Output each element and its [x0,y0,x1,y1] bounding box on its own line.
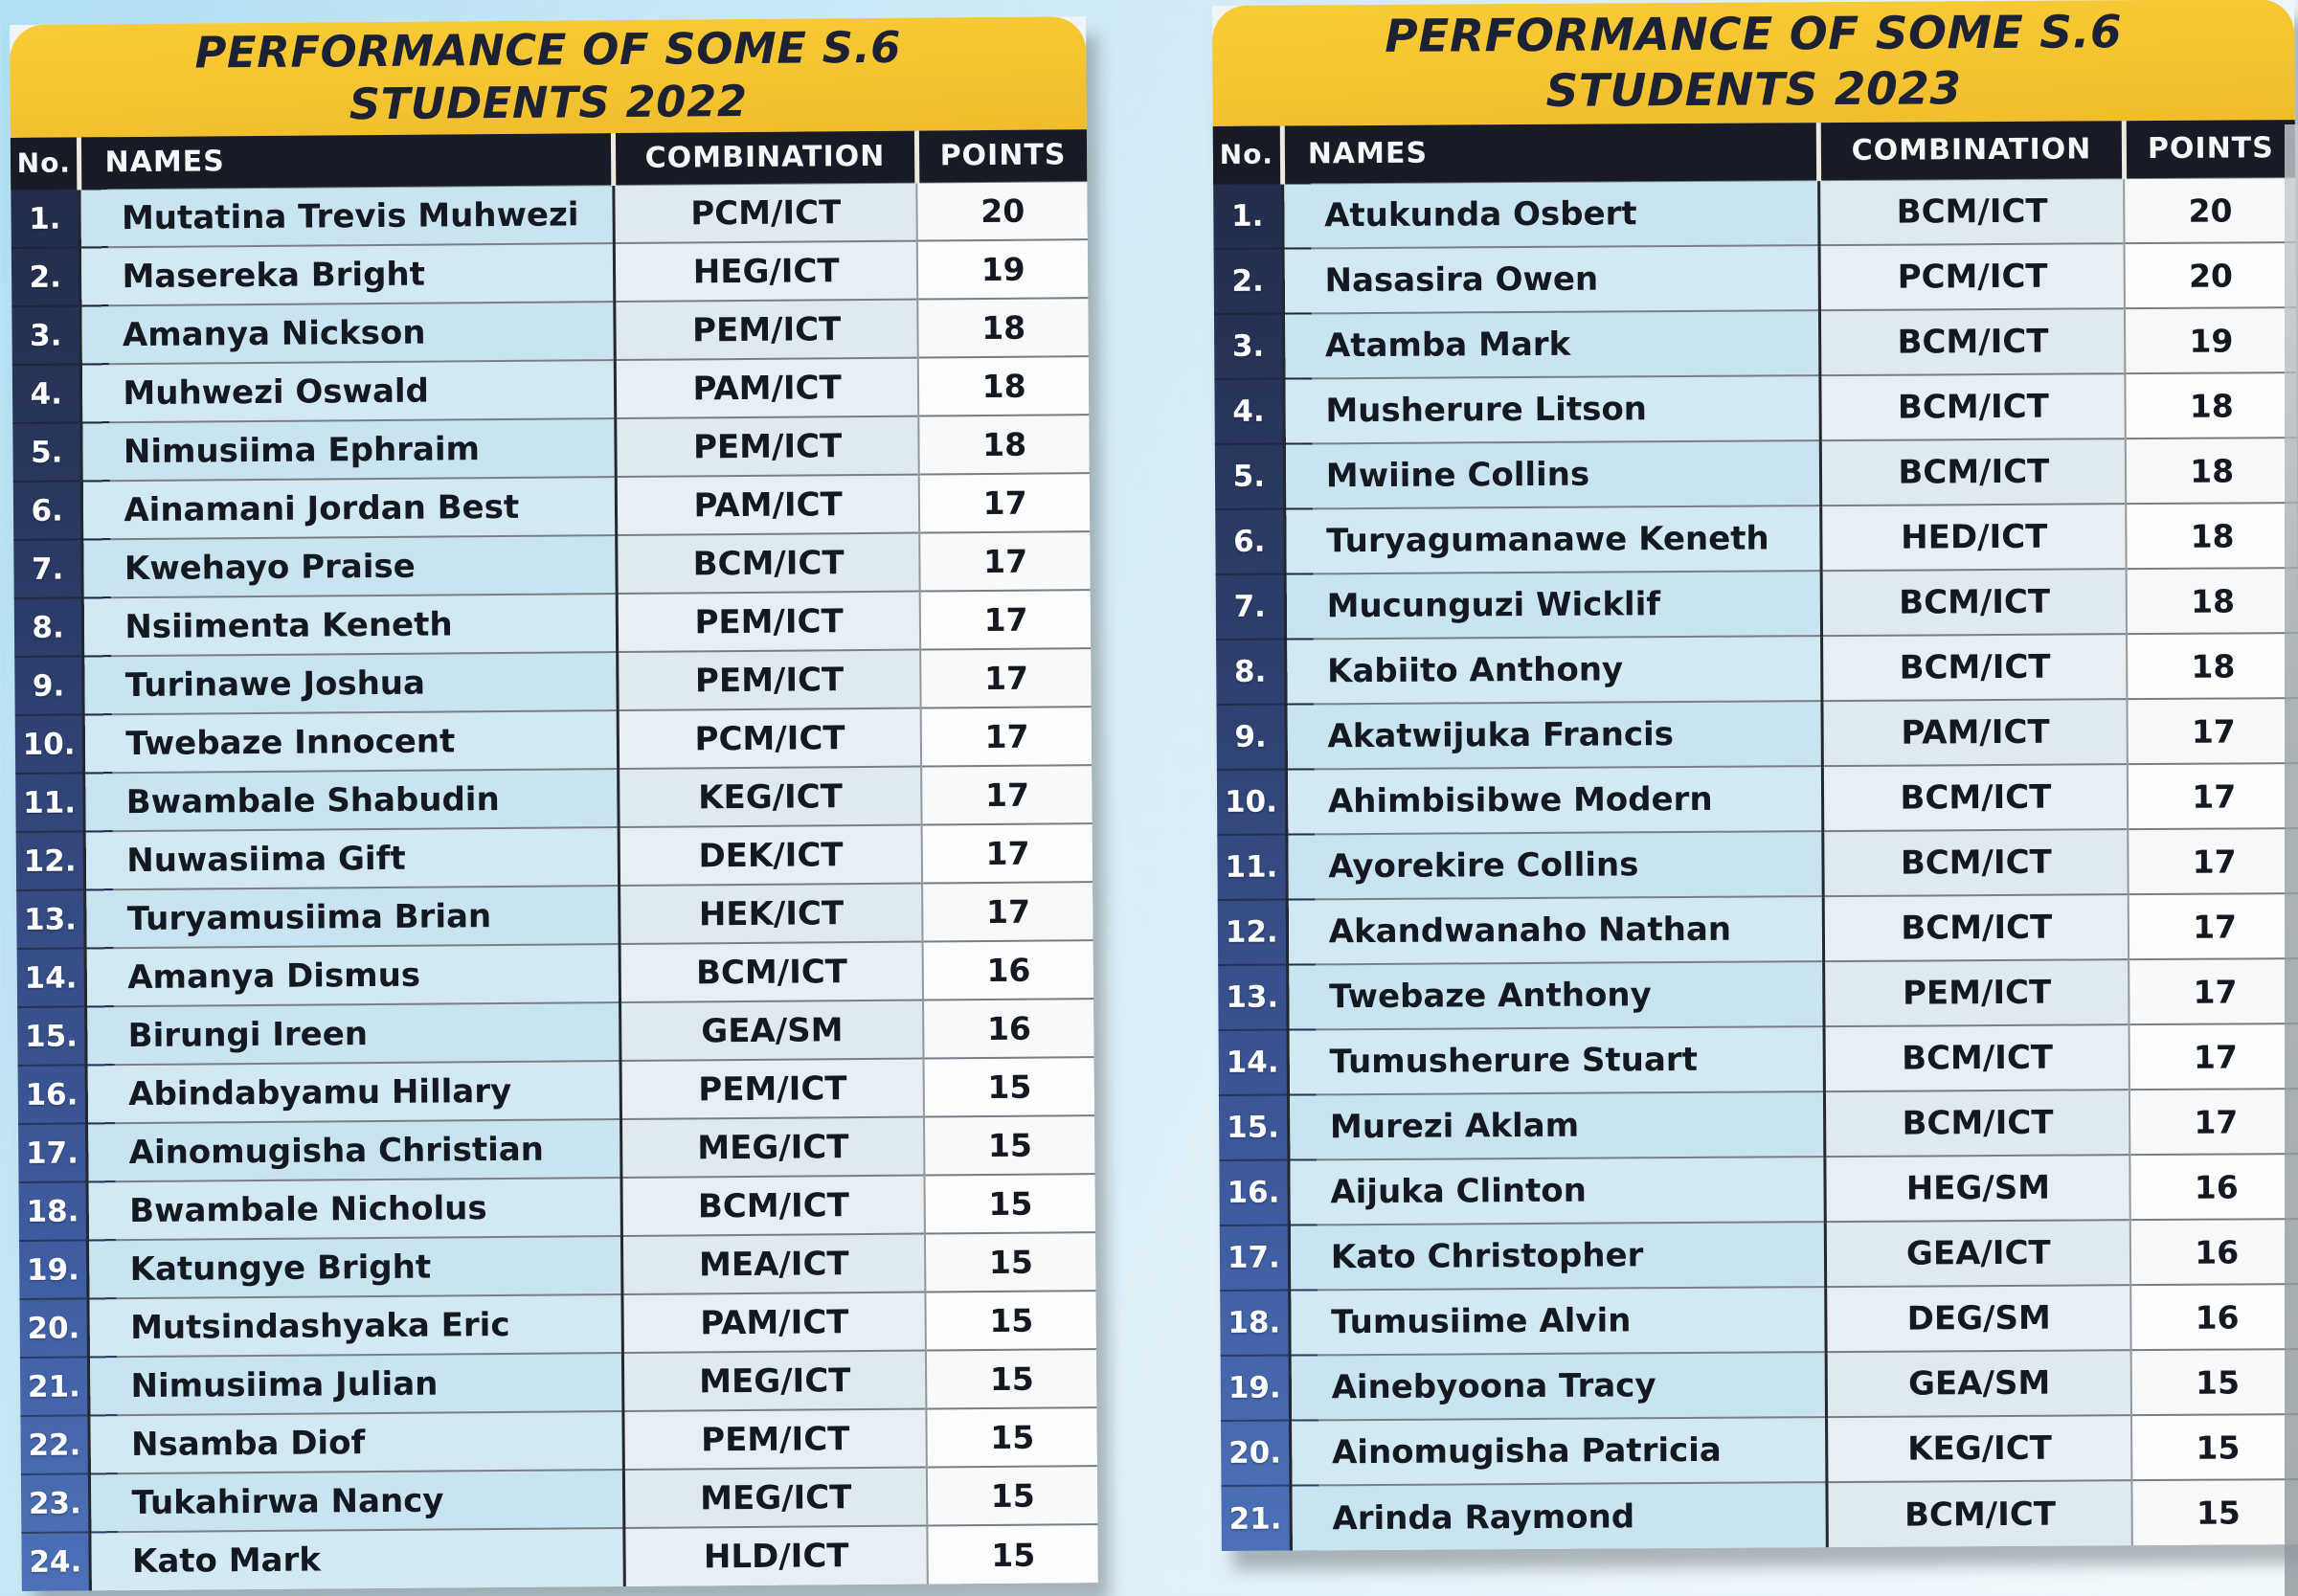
student-combination: KEG/ICT [619,767,922,827]
table-row [11,181,1087,248]
row-number: 19. [19,1240,88,1299]
student-name: Bwambale Nicholus [87,1178,621,1240]
student-name: Mucunguzi Wicklif [1285,571,1822,639]
student-points: 15 [925,1232,1095,1292]
student-name: Akatwijuka Francis [1286,701,1823,769]
column-header-no: No. [11,137,79,190]
table-body-2023 [1213,177,2298,1551]
student-points: 16 [923,940,1093,1000]
student-points: 15 [927,1407,1097,1467]
student-points: 17 [2129,1089,2298,1155]
student-combination: BCM/ICT [1827,1480,2132,1547]
column-header-names: NAMES [79,133,614,189]
student-combination: PCM/ICT [1819,243,2125,310]
performance-table-2022 [11,129,1098,1591]
student-points: 20 [2125,242,2296,308]
table-row [1215,438,2297,509]
student-name: Nasasira Owen [1283,245,1820,313]
student-points: 18 [2127,633,2298,699]
table-row [1216,568,2298,640]
row-number: 4. [12,364,81,423]
student-points: 16 [923,999,1093,1058]
table-row [1219,1154,2298,1225]
student-points: 16 [2130,1154,2298,1220]
student-points: 17 [920,531,1091,591]
student-points: 20 [2125,177,2296,243]
table-row [1220,1219,2298,1291]
student-combination: HED/ICT [1821,504,2127,571]
student-name: Kato Mark [90,1528,624,1590]
student-name: Kabiito Anthony [1285,636,1822,704]
table-row [13,473,1090,540]
row-number: 18. [1220,1291,1290,1356]
table-row [1221,1349,2298,1421]
row-number: 4. [1214,379,1284,444]
student-points: 15 [2132,1479,2298,1545]
student-combination: GEA/SM [620,1000,923,1061]
student-combination: HLD/ICT [624,1526,928,1586]
table-row [1219,1023,2298,1095]
row-number: 6. [13,481,82,540]
row-number: 13. [16,889,85,949]
row-number: 7. [13,539,82,598]
student-combination: DEK/ICT [619,825,922,886]
student-combination: HEG/ICT [614,241,917,302]
column-header-names: NAMES [1282,123,1819,183]
table-row [1215,503,2297,574]
performance-2022-panel [10,16,1098,1591]
scan-edge-shadow [2285,124,2298,1596]
table-row [1217,763,2298,835]
student-name: Ainomugisha Christian [87,1119,621,1181]
row-number: 10. [1217,770,1287,835]
table-row [16,882,1093,949]
table-row [16,823,1093,890]
table-row [1221,1414,2298,1486]
table-row [1216,633,2298,705]
student-combination: BCM/ICT [1819,178,2125,245]
student-points: 18 [918,298,1089,357]
student-points: 17 [922,823,1093,883]
student-points: 15 [924,1057,1094,1116]
row-number: 1. [11,189,79,248]
table-row [18,1057,1094,1124]
table-row [1216,698,2298,770]
table-row [17,999,1093,1066]
student-points: 17 [921,648,1092,708]
row-number: 16. [18,1065,87,1124]
student-points: 17 [2128,763,2298,829]
table-row [21,1524,1097,1591]
row-number: 1. [1213,184,1283,249]
student-combination: MEG/ICT [622,1351,926,1411]
table-row [19,1232,1095,1299]
student-combination: BCM/ICT [1820,308,2126,375]
row-number: 2. [1214,249,1284,314]
student-points: 15 [925,1174,1095,1233]
student-name: Mutatina Trevis Muhwezi [79,185,614,247]
student-points: 19 [917,239,1088,299]
student-combination: HEG/SM [1825,1155,2130,1222]
row-number: 18. [18,1181,87,1241]
student-points: 18 [2126,372,2297,438]
row-number: 5. [12,422,81,482]
student-combination: BCM/ICT [1823,829,2129,896]
table-row [1214,242,2296,314]
student-name: Birungi Ireen [86,1002,620,1065]
student-name: Masereka Bright [80,243,615,305]
student-name: Musherure Litson [1284,375,1821,443]
row-number: 13. [1218,965,1288,1030]
student-combination: BCM/ICT [1823,894,2129,961]
table-row [17,940,1093,1007]
table-row [1220,1284,2298,1356]
student-points: 18 [2127,503,2298,569]
student-name: Arinda Raymond [1291,1482,1828,1550]
student-name: Ayorekire Collins [1287,831,1824,899]
student-combination: HEK/ICT [620,884,923,944]
student-name: Nuwasiima Gift [85,827,620,889]
student-combination: PEM/ICT [1824,959,2129,1026]
row-number: 21. [20,1357,89,1416]
student-name: Atukunda Osbert [1282,180,1819,248]
student-combination: PAM/ICT [615,358,918,418]
student-points: 17 [922,882,1093,941]
table-row [11,298,1088,365]
student-combination: PEM/ICT [615,300,918,360]
table-row [1219,1089,2298,1160]
student-combination: DEG/SM [1826,1285,2131,1352]
row-number: 11. [1217,835,1287,900]
table-row [1218,893,2298,965]
student-points: 17 [2129,828,2298,894]
student-points: 18 [2126,438,2297,504]
student-combination: BCM/ICT [617,533,920,594]
student-combination: PAM/ICT [622,1293,926,1353]
student-name: Kato Christopher [1289,1222,1826,1290]
student-combination: BCM/ICT [1823,764,2129,831]
student-combination: BCM/ICT [620,942,923,1002]
student-combination: PAM/ICT [1822,699,2128,766]
table-row [14,648,1091,715]
student-points: 19 [2125,307,2296,373]
table-row [1221,1479,2298,1551]
student-points: 20 [917,181,1088,240]
student-name: Turyamusiima Brian [85,886,620,948]
row-number: 15. [17,1006,86,1066]
student-points: 15 [927,1466,1097,1525]
student-name: Muhwezi Oswald [81,360,616,422]
student-combination: BCM/ICT [1822,634,2128,701]
row-number: 3. [1214,314,1284,379]
student-combination: PEM/ICT [620,1059,924,1119]
row-number: 14. [17,948,86,1007]
student-name: Katungye Bright [88,1236,622,1298]
student-name: Bwambale Shabudin [84,769,619,831]
row-number: 5. [1215,444,1285,509]
student-name: Atamba Mark [1283,310,1820,378]
student-points: 17 [920,590,1091,649]
student-combination: PCM/ICT [618,708,921,769]
student-name: Twebaze Anthony [1287,961,1824,1029]
table-body-2022 [11,181,1097,1591]
student-name: Akandwanaho Nathan [1287,896,1824,964]
table-row [1218,958,2298,1030]
student-points: 16 [2131,1284,2298,1350]
student-name: Aijuka Clinton [1289,1157,1826,1225]
row-number: 2. [11,247,80,306]
student-points: 17 [2129,1023,2298,1090]
row-number: 23. [21,1473,90,1533]
row-number: 15. [1219,1095,1289,1160]
column-header-combination: COMBINATION [613,131,916,185]
table-row [20,1407,1096,1474]
table-row [15,707,1092,774]
student-combination: KEG/ICT [1827,1415,2132,1482]
student-name: Ainebyoona Tracy [1290,1352,1827,1420]
title-line-2: STUDENTS 2023 [1545,62,1962,118]
student-combination: PAM/ICT [616,475,919,535]
table-row [21,1466,1097,1533]
row-number: 16. [1219,1160,1289,1225]
student-name: Nimusiima Julian [89,1353,623,1415]
student-name: Abindabyamu Hillary [86,1061,620,1123]
student-points: 16 [2130,1219,2298,1285]
student-combination: PEM/ICT [618,650,921,710]
row-number: 19. [1221,1356,1291,1421]
performance-table-2023 [1213,120,2298,1551]
table-row [11,239,1088,306]
row-number: 12. [1218,900,1288,965]
student-name: Murezi Aklam [1288,1091,1825,1159]
student-points: 15 [924,1115,1094,1175]
column-header-points: POINTS [916,129,1087,182]
student-combination: BCM/ICT [1824,1024,2129,1091]
student-combination: PEM/ICT [616,416,919,477]
student-points: 18 [919,415,1090,474]
table-row [14,590,1091,657]
student-name: Turyagumanawe Keneth [1285,506,1822,573]
row-number: 7. [1216,574,1286,640]
student-points: 18 [2127,568,2298,634]
student-name: Tumusherure Stuart [1288,1026,1825,1094]
student-name: Amanya Dismus [85,944,620,1006]
title-line-2: STUDENTS 2022 [349,75,748,130]
student-name: Mutsindashyaka Eric [88,1294,622,1357]
row-number: 24. [21,1532,90,1591]
title-line-1: PERFORMANCE OF SOME S.6 [1385,5,2123,63]
title-banner-2022 [10,16,1087,138]
table-row [1214,372,2296,444]
student-points: 17 [2129,958,2298,1024]
table-row [18,1174,1094,1241]
student-points: 15 [926,1349,1096,1408]
row-number: 17. [18,1123,87,1182]
student-points: 18 [918,356,1089,416]
row-number: 3. [11,305,80,365]
student-name: Tukahirwa Nancy [90,1470,624,1532]
student-combination: MEA/ICT [621,1234,925,1294]
row-number: 11. [15,773,84,832]
row-number: 17. [1220,1225,1290,1291]
row-number: 21. [1221,1486,1291,1551]
student-points: 17 [2128,698,2298,764]
row-number: 22. [20,1415,89,1474]
student-combination: PEM/ICT [617,592,920,652]
table-row [12,415,1089,482]
student-points: 15 [2131,1349,2298,1415]
table-row [15,765,1092,832]
student-combination: PCM/ICT [614,183,917,243]
student-name: Turinawe Joshua [83,652,618,714]
row-number: 20. [19,1298,88,1358]
student-combination: BCM/ICT [1825,1090,2130,1157]
row-number: 6. [1215,509,1285,574]
student-combination: MEG/ICT [623,1468,927,1528]
header-row [1213,120,2295,184]
table-row [19,1291,1095,1358]
row-number: 8. [1216,640,1286,705]
student-name: Kwehayo Praise [82,535,617,597]
student-name: Tumusiime Alvin [1290,1287,1827,1355]
title-line-1: PERFORMANCE OF SOME S.6 [194,21,902,79]
header-row [11,129,1087,190]
table-row [18,1115,1094,1182]
student-name: Nimusiima Ephraim [81,418,616,481]
table-row [12,356,1089,423]
column-header-points: POINTS [2124,120,2295,178]
student-combination: BCM/ICT [1820,373,2126,440]
student-points: 17 [921,707,1092,766]
student-points: 17 [919,473,1090,532]
student-combination: GEA/ICT [1826,1220,2131,1287]
student-name: Amanya Nickson [80,302,615,364]
student-combination: BCM/ICT [1821,569,2127,636]
row-number: 20. [1221,1421,1291,1486]
student-combination: PEM/ICT [623,1409,927,1470]
row-number: 10. [15,714,84,774]
performance-2023-panel [1212,0,2298,1551]
student-combination: MEG/ICT [620,1117,924,1178]
student-points: 15 [926,1291,1096,1350]
row-number: 9. [14,656,83,715]
table-row [1217,828,2298,900]
student-name: Nsamba Diof [89,1411,623,1473]
student-points: 15 [928,1524,1098,1584]
student-points: 17 [922,765,1093,824]
table-row [20,1349,1096,1416]
student-name: Ainamani Jordan Best [82,477,617,539]
student-name: Twebaze Innocent [84,710,619,773]
table-row [1213,177,2295,249]
student-name: Mwiine Collins [1284,440,1821,508]
student-combination: GEA/SM [1826,1350,2131,1417]
student-name: Ainomugisha Patricia [1290,1417,1827,1485]
student-points: 15 [2131,1414,2298,1480]
row-number: 8. [14,597,83,657]
row-number: 12. [16,831,85,890]
student-combination: BCM/ICT [1821,438,2127,506]
student-name: Ahimbisibwe Modern [1286,766,1823,834]
row-number: 9. [1216,705,1286,770]
table-row [1214,307,2296,379]
table-row [13,531,1090,598]
student-name: Nsiimenta Keneth [83,594,618,656]
student-points: 17 [2129,893,2298,959]
title-banner-2023 [1212,0,2295,126]
column-header-combination: COMBINATION [1819,121,2125,180]
column-header-no: No. [1213,126,1283,184]
row-number: 14. [1219,1030,1289,1095]
student-combination: BCM/ICT [621,1176,925,1236]
